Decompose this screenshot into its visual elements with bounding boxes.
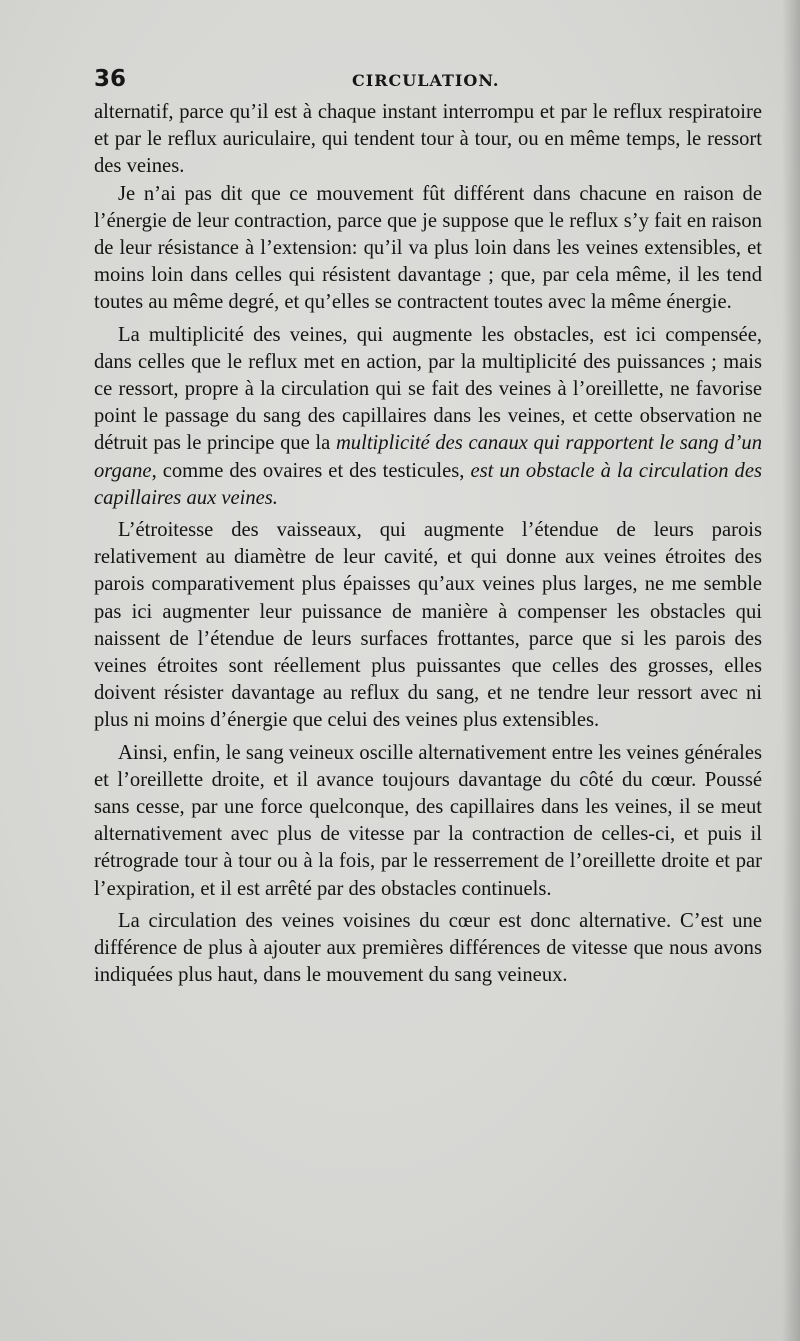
paragraph-1: alternatif, parce qu’il est à chaque instant interrompu et par le reflux respiratoire et par le reflux auriculaire, qui tendent tour à tour, ou en même temps, le ressort des veines. xyxy=(94,101,762,178)
paragraph-3 xyxy=(94,322,762,512)
paragraph-3-text-b: , comme des ovaires et des testicules, xyxy=(151,459,471,482)
page-header xyxy=(94,60,764,100)
page-edge-shadow xyxy=(782,0,800,1341)
paragraph-5: Ainsi, enfin, le sang veineux oscille alternativement entre les veines générales et l’oreillette droite, et il avance toujours davantage du côté du cœur. Poussé sans cesse, par une force quelconque, des capillaires dans les veines, il se meut alternativement avec plus de vitesse par la contraction de celles-ci, et puis il rétrograde tour à tour ou à la fois, par le resserrement de l’oreillette droite et par l’expiration, et il est arrêté par des obstacles continuels. xyxy=(94,741,762,900)
paragraph-2: Je n’ai pas dit que ce mouvement fût différent dans chacune en raison de l’énergie de leur contraction, parce que je suppose que le reflux s’y fait en raison de leur résistance à l’extension: qu’il va plus loin dans les veines extensibles, et moins loin dans celles qui résistent davantage ; que, par cela même, il les tend toutes au même degré, et qu’elles se contractent toutes avec la même énergie. xyxy=(94,182,762,314)
paragraph-4: L’étroitesse des vaisseaux, qui augmente l’étendue de leurs parois relativement au diamètre de leur cavité, et qui donne aux veines étroites des parois comparativement plus épaisses qu’aux veines plus larges, ne me semble pas ici augmenter leur puissance de manière à compenser les obstacles qui naissent de l’étendue de leurs surfaces frottantes, parce que si les parois des veines étroites sont réellement plus puissantes que celles des grosses, elles doivent résister davantage au reflux du sang, et ne tendre leur ressort avec ni plus ni moins d’énergie que celui des veines plus extensibles. xyxy=(94,519,762,732)
running-head: CIRCULATION. xyxy=(352,71,500,90)
paragraph-6: La circulation des veines voisines du cœur est donc alternative. C’est une différence de plus à ajouter aux premières différences de vitesse que nous avons indiquées plus haut, dans le mouvement du sang veineux. xyxy=(94,909,762,987)
paragraph-3-italic-b: est un obstacle à la circulation des capillaires aux veines. xyxy=(94,459,762,509)
page-number: 36 xyxy=(94,66,127,92)
paragraph-3-text-a: La multiplicité des veines, qui augmente les obstacles, est ici compensée, dans celles que le reflux met en action, par la multiplicité des puissances ; mais ce ressort, propre à la circulation qui se fait des veines à l’oreillette, ne favorise point le passage du sang des capillaires dans les veines, et cette observation ne détruit pas le principe que la xyxy=(94,323,762,455)
body-text xyxy=(94,99,762,990)
paragraph-3-italic-a: multiplicité des canaux qui rapportent le sang d’un organe xyxy=(94,432,763,482)
